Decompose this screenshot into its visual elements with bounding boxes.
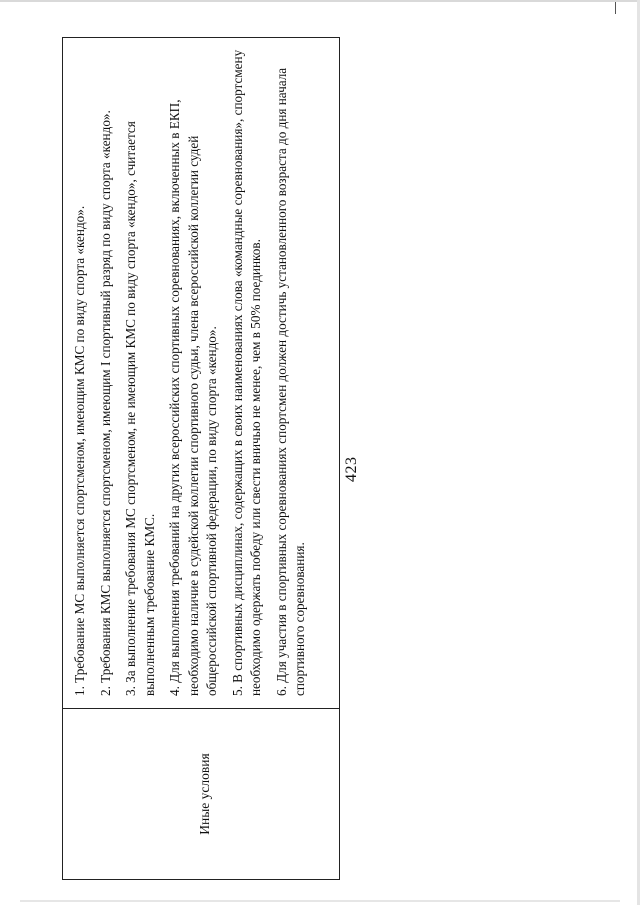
scan-corner-mark xyxy=(615,2,632,14)
label-cell xyxy=(63,709,340,880)
table-row xyxy=(63,38,340,880)
condition-item-5: 5. В спортивных дисциплинах, содержащих в своих наименованиях слова «командные соревнования», спортсмену необходимо одержать победу или свести вничью не менее, чем в 50% поединков. xyxy=(229,49,263,696)
scan-edge-top xyxy=(0,0,640,2)
conditions-cell xyxy=(63,38,340,709)
rotated-page xyxy=(40,49,400,880)
condition-item-6: 6. Для участия в спортивных соревнованиях спортсмен должен достичь установленного возраста до дня начала спортивного соревнования. xyxy=(273,67,307,696)
scan-edge-bottom xyxy=(20,900,620,902)
condition-item-3: 3. За выполнение требования МС спортсменом, не имеющим КМС по виду спорта «кендо», считается выполненным требование КМС. xyxy=(123,121,157,696)
condition-item-2: 2. Требования КМС выполняется спортсменом, имеющим I спортивный разряд по виду спорта «кендо». xyxy=(97,110,113,696)
condition-item-4: 4. Для выполнения требований на других всероссийских спортивных соревнованиях, включенных в ЕКП, необходимо наличие в судейской коллегии спортивного судьи, члена всероссийской коллегии судей общероссийской спортивной федерации, по виду спорта «кендо». xyxy=(167,99,219,696)
page-number: 423 xyxy=(343,456,360,482)
condition-item-1: 1. Требование МС выполняется спортсменом, имеющим КМС по виду спорта «кендо». xyxy=(72,205,87,696)
conditions-table xyxy=(62,37,340,880)
row-label: Иные условия xyxy=(197,753,212,835)
